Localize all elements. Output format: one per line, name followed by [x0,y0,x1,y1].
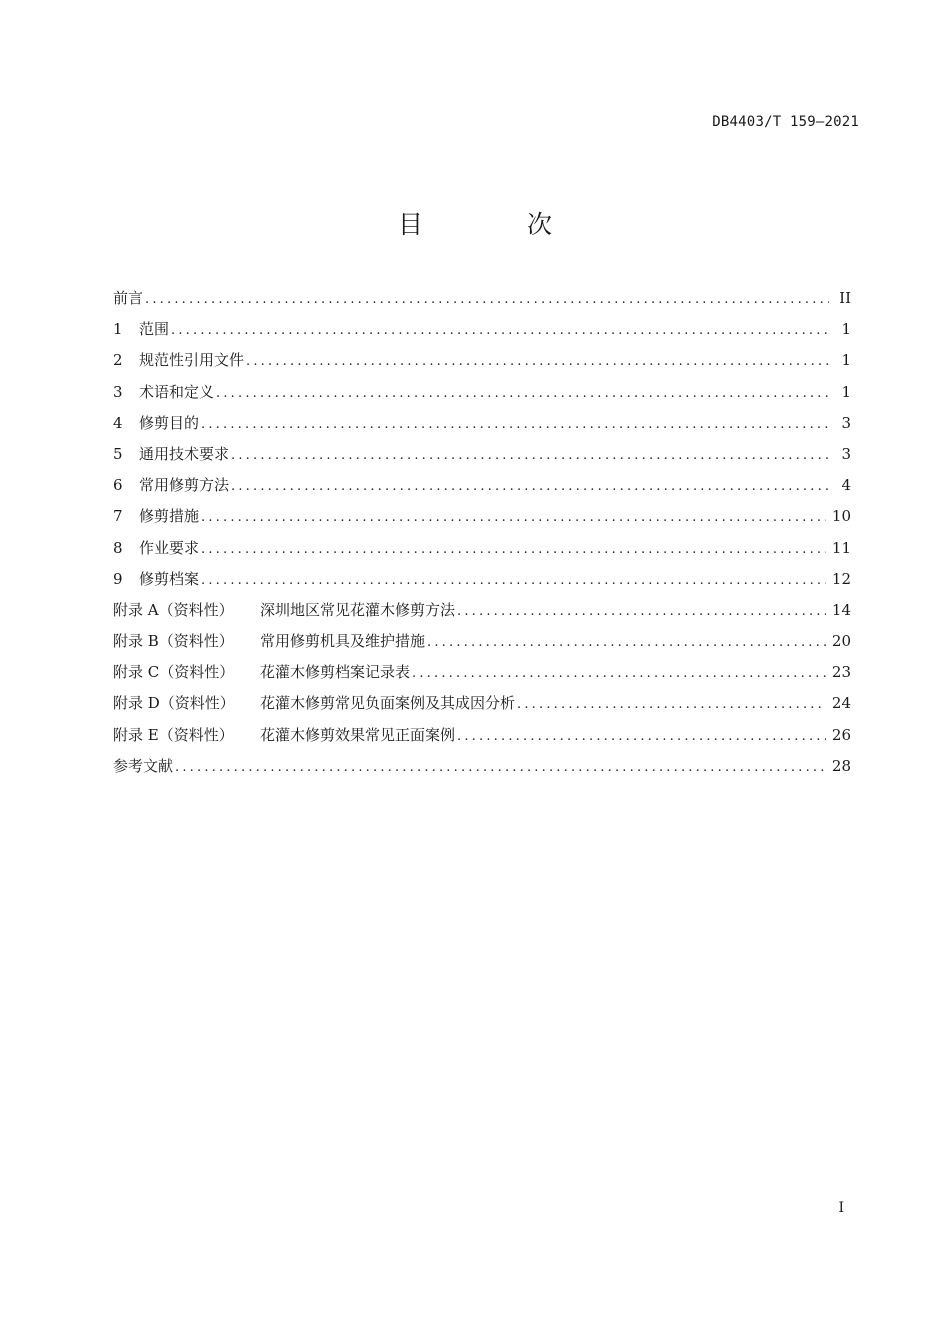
toc-entry-page: 14 [831,600,851,619]
toc-dot-leader [201,534,826,565]
document-code: DB4403/T 159—2021 [712,114,859,130]
toc-dot-leader [175,752,826,783]
toc-dot-leader [201,565,826,596]
toc-entry-page: 1 [841,320,851,339]
toc-entry-appendix-a[interactable] [113,595,851,626]
toc-dot-leader [231,471,829,502]
toc-entry-prefix: 附录 D（资料性） [113,694,235,713]
toc-entry-label: 花灌木修剪常见负面案例及其成因分析 [260,694,516,713]
toc-entry-appendix-c[interactable] [113,657,851,688]
toc-dot-leader [231,440,829,471]
toc-dot-leader [427,627,826,658]
toc-entry-page: 10 [831,507,851,526]
toc-entry-number: 7 [113,507,123,526]
toc-entry-label: 作业要求 [139,538,200,557]
toc-entry-page: 1 [841,382,851,401]
toc-entry-number: 9 [113,569,123,588]
toc-dot-leader [457,596,826,627]
toc-entry-page: 23 [831,663,851,682]
toc-entry-foreword[interactable] [113,283,851,314]
toc-entry-number: 2 [113,351,123,370]
toc-entry-7[interactable] [113,501,851,532]
toc-dot-leader [145,284,829,315]
toc-entry-appendix-d[interactable] [113,688,851,719]
toc-entry-prefix: 附录 A（资料性） [113,600,234,619]
toc-entry-page: 3 [841,413,851,432]
toc-entry-9[interactable] [113,564,851,595]
toc-entry-label: 修剪档案 [139,569,200,588]
toc-dot-leader [412,658,826,689]
toc-entry-page: 1 [841,351,851,370]
toc-entry-appendix-b[interactable] [113,626,851,657]
toc-entry-page: 20 [831,632,851,651]
toc-entry-prefix: 附录 C（资料性） [113,663,235,682]
toc-entry-references[interactable] [113,751,851,782]
toc-entry-label: 范围 [139,320,170,339]
toc-dot-leader [246,346,829,377]
toc-dot-leader [201,409,829,440]
toc-entry-label: 修剪措施 [139,507,200,526]
toc-entry-label: 规范性引用文件 [139,351,245,370]
toc-entry-number: 8 [113,538,123,557]
toc-entry-label: 通用技术要求 [139,444,230,463]
toc-entry-8[interactable] [113,533,851,564]
toc-entry-label: 花灌木修剪效果常见正面案例 [260,725,456,744]
toc-entry-6[interactable] [113,470,851,501]
toc-entry-page: 12 [831,569,851,588]
toc-entry-page: 11 [831,538,851,557]
toc-entry-page: II [839,289,851,307]
toc-dot-leader [216,378,829,409]
toc-entry-page: 3 [841,444,851,463]
toc-entry-appendix-e[interactable] [113,720,851,751]
toc-entry-label: 修剪目的 [139,413,200,432]
toc-entry-label: 常用修剪机具及维护措施 [260,632,426,651]
toc-dot-leader [201,502,826,533]
toc-entry-2[interactable] [113,345,851,376]
page-title: 目 次 [398,210,600,239]
toc-entry-number: 4 [113,413,123,432]
toc-entry-page: 28 [831,756,851,775]
toc-entry-label: 参考文献 [113,756,174,775]
toc-entry-prefix: 附录 B（资料性） [113,632,234,651]
toc-entry-1[interactable] [113,314,851,345]
toc-entry-label: 前言 [113,289,144,307]
toc-entry-label: 花灌木修剪档案记录表 [260,663,411,682]
toc-entry-number: 3 [113,382,123,401]
toc-entry-number: 6 [113,476,123,495]
toc-entry-page: 24 [831,694,851,713]
toc-entry-prefix: 附录 E（资料性） [113,725,234,744]
toc-dot-leader [517,689,826,720]
toc-dot-leader [171,315,829,346]
toc-entry-label: 术语和定义 [139,382,215,401]
toc-entry-label: 常用修剪方法 [139,476,230,495]
toc-entry-5[interactable] [113,439,851,470]
page-number: I [838,1200,844,1216]
toc-entry-page: 26 [831,725,851,744]
toc-dot-leader [457,721,826,752]
toc-entry-number: 1 [113,320,123,339]
toc-entry-3[interactable] [113,377,851,408]
toc-entry-page: 4 [841,476,851,495]
table-of-contents [113,283,851,782]
toc-entry-number: 5 [113,444,123,463]
toc-entry-4[interactable] [113,408,851,439]
toc-entry-label: 深圳地区常见花灌木修剪方法 [260,600,456,619]
